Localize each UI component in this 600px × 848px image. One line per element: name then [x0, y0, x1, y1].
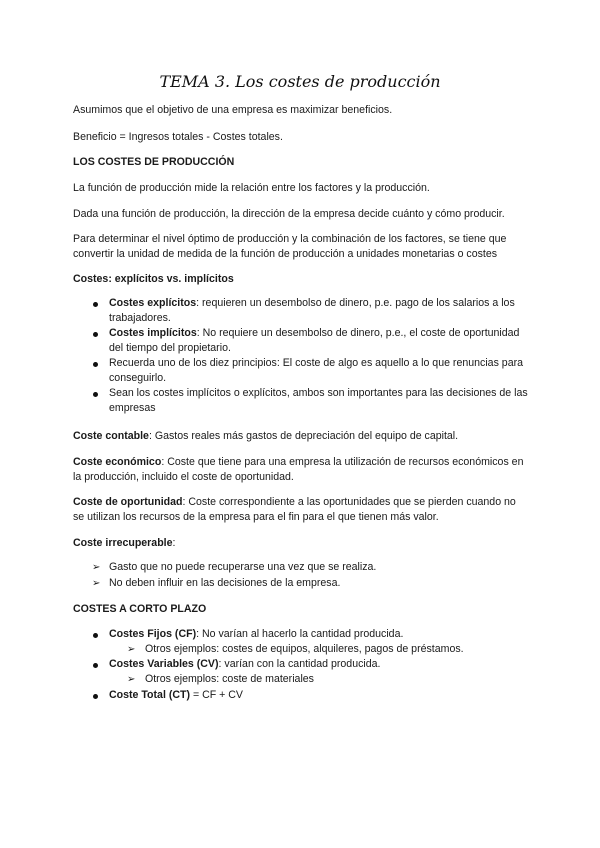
bullet-dot: [93, 302, 98, 307]
list-item-continuation: conseguirlo.: [109, 372, 167, 384]
definition-coste-economico-line2: la producción, incluido el coste de oportunidad.: [73, 471, 294, 483]
definition-coste-economico: Coste económico: Coste que tiene para una empresa la utilización de recursos económicos en: [73, 456, 524, 468]
list-item-costes-variables: Costes Variables (CV): varían con la cantidad producida.: [109, 658, 381, 670]
intro-paragraph-1: Asumimos que el objetivo de una empresa es maximizar beneficios.: [73, 104, 393, 116]
bullet-dot: [93, 633, 98, 638]
bullet-dot: [93, 694, 98, 699]
arrow-bullet-icon: ➢: [92, 562, 101, 573]
arrow-bullet-icon: ➢: [127, 644, 136, 655]
paragraph-nivel-optimo-line1: Para determinar el nivel óptimo de producción y la combinación de los factores, se tiene que: [73, 233, 507, 245]
list-item-continuation: del tiempo del propietario.: [109, 342, 231, 354]
section-heading-corto-plazo: COSTES A CORTO PLAZO: [73, 603, 207, 615]
definition-coste-contable: Coste contable: Gastos reales más gastos de depreciación del equipo de capital.: [73, 430, 459, 442]
arrow-bullet-icon: ➢: [127, 674, 136, 685]
list-item: No deben influir en las decisiones de la empresa.: [109, 577, 341, 589]
paragraph-nivel-optimo-line2: convertir la unidad de medida de la función de producción a unidades monetarias o costes: [73, 248, 498, 260]
sub-list-item: Otros ejemplos: costes de equipos, alquileres, pagos de préstamos.: [145, 643, 464, 655]
list-item-coste-total: Coste Total (CT) = CF + CV: [109, 689, 243, 701]
list-item: Sean los costes implícitos o explícitos, ambos son importantes para las decisiones de las: [109, 387, 528, 399]
list-item: Costes explícitos: requieren un desembolso de dinero, p.e. pago de los salarios a los: [109, 297, 515, 309]
section-heading-costes-produccion: LOS COSTES DE PRODUCCIÓN: [73, 156, 235, 168]
subheading-costes-explicitos-implicitos: Costes: explícitos vs. implícitos: [73, 273, 234, 285]
list-item: Gasto que no puede recuperarse una vez que se realiza.: [109, 561, 377, 573]
arrow-bullet-icon: ➢: [92, 578, 101, 589]
list-item-continuation: trabajadores.: [109, 312, 171, 324]
bullet-dot: [93, 332, 98, 337]
definition-coste-irrecuperable: Coste irrecuperable:: [73, 537, 176, 549]
paragraph-funcion-produccion: La función de producción mide la relación entre los factores y la producción.: [73, 182, 430, 194]
list-item-costes-fijos: Costes Fijos (CF): No varían al hacerlo la cantidad producida.: [109, 628, 404, 640]
list-item: Recuerda uno de los diez principios: El coste de algo es aquello a lo que renuncias para: [109, 357, 524, 369]
definition-coste-oportunidad-line2: se utilizan los recursos de la empresa para el fin para el que tienen más valor.: [73, 511, 439, 523]
sub-list-item: Otros ejemplos: coste de materiales: [145, 673, 314, 685]
list-item: Costes implícitos: No requiere un desembolso de dinero, p.e., el coste de oportunidad: [109, 327, 520, 339]
list-item-continuation: empresas: [109, 402, 156, 414]
bullet-dot: [93, 663, 98, 668]
page-title: TEMA 3. Los costes de producción: [159, 72, 441, 91]
bullet-dot: [93, 392, 98, 397]
paragraph-direccion-empresa: Dada una función de producción, la dirección de la empresa decide cuánto y cómo producir.: [73, 208, 505, 220]
intro-paragraph-2: Beneficio = Ingresos totales - Costes totales.: [73, 131, 283, 143]
definition-coste-oportunidad: Coste de oportunidad: Coste correspondiente a las oportunidades que se pierden cuando no: [73, 496, 516, 508]
bullet-dot: [93, 362, 98, 367]
